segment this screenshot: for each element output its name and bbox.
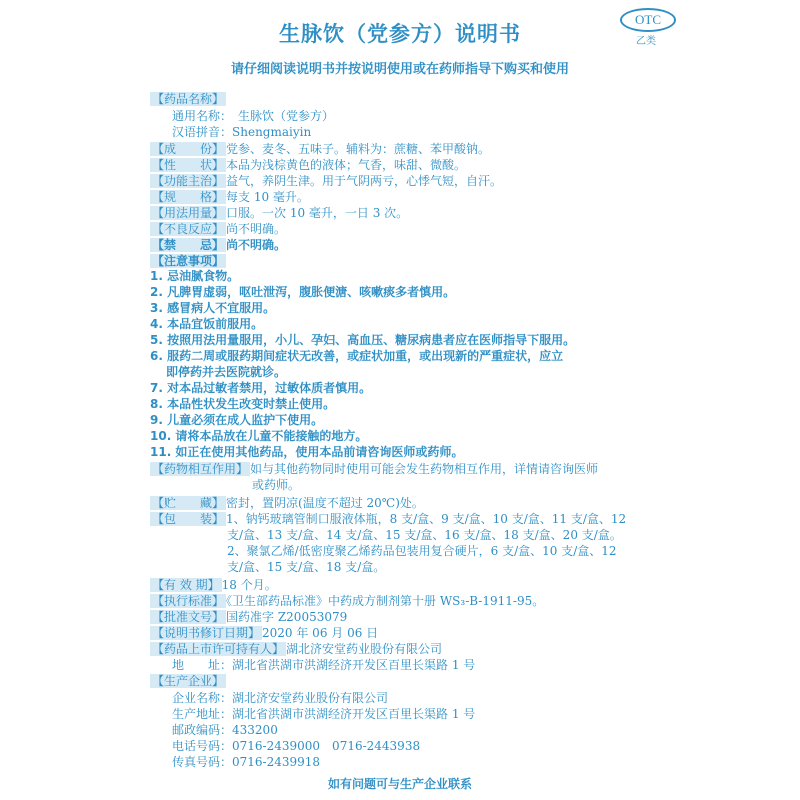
precaution-item-cont: 即停药并去医院就诊。 (166, 365, 287, 379)
mah-row: 【药品上市许可持有人】 湖北济安堂药业股份有限公司 (152, 642, 443, 656)
manufacturer-row-value: 433200 (232, 723, 278, 737)
manufacturer-row-key: 生产地址： (172, 707, 233, 721)
validity-row: 【有 效 期】 18 个月。 (152, 578, 277, 592)
manufacturer-row-key: 邮政编码： (172, 723, 233, 737)
drug-name-heading: 【药品名称】 (152, 92, 225, 106)
adverse-row: 【不良反应】 尚不明确。 (152, 222, 287, 236)
otc-logo: OTC (620, 8, 676, 32)
precaution-item: 6. 服药二周或服药期间症状无改善，或症状加重，或出现新的严重症状，应立 (150, 349, 564, 363)
interaction-row-cont: 或药师。 (252, 478, 301, 492)
precaution-item: 5. 按照用法用量服用，小儿、孕妇、高血压、糖尿病患者应在医师指导下服用。 (150, 333, 576, 347)
reading-notice: 请仔细阅读说明书并按说明使用或在药师指导下购买和使用 (230, 62, 569, 77)
footer-contact: 如有问题可与生产企业联系 (327, 777, 472, 791)
dosage-row: 【用法用量】 口服。一次 10 毫升，一日 3 次。 (152, 206, 409, 220)
revision-date-row: 【说明书修订日期】 2020 年 06 月 06 日 (152, 626, 379, 640)
packaging-line: 支/盒、13 支/盒、14 支/盒、15 支/盒、16 支/盒、18 支/盒、20 支/盒。 (227, 528, 622, 542)
manufacturer-row-value: 0716-2439918 (232, 755, 321, 769)
manufacturer-row-key: 企业名称： (172, 691, 233, 705)
ingredients-row: 【成 份】 党参、麦冬、五味子。辅料为：蔗糖、苯甲酸钠。 (152, 142, 491, 156)
indications-row: 【功能主治】 益气，养阴生津。用于气阴两亏，心悸气短，自汗。 (152, 174, 503, 188)
standard-row: 【执行标准】 《卫生部药品标准》中药成方制剂第十册 WS₃-B-1911-95。 (152, 594, 545, 608)
manufacturer-row-value: 0716-2439000 0716-2443938 (232, 739, 421, 753)
manufacturer-row-key: 传真号码： (172, 755, 233, 769)
interaction-row: 【药物相互作用】 如与其他药物同时使用可能会发生药物相互作用，详情请咨询医师 (152, 462, 599, 476)
packaging-line: 支/盒、15 支/盒、18 支/盒。 (227, 560, 386, 574)
packaging-row: 【包 装】 1、钠钙玻璃管制口服液体瓶，8 支/盒、9 支/盒、10 支/盒、11 支/盒、12 (152, 512, 627, 526)
precaution-item: 1. 忌油腻食物。 (150, 269, 240, 283)
precautions-heading: 【注意事项】 (152, 254, 225, 268)
manufacturer-row-key: 电话号码： (172, 739, 233, 753)
pinyin-row: 汉语拼音：Shengmaiyin (172, 125, 312, 139)
mah-address-row: 地 址：湖北省洪湖市洪湖经济开发区百里长渠路 1 号 (172, 658, 476, 672)
manufacturer-row (172, 722, 278, 738)
generic-name-row: 通用名称： 生脉饮（党参方） (172, 109, 335, 123)
document-title: 生脉饮（党参方）说明书 (279, 22, 521, 46)
storage-row: 【贮 藏】 密封，置阴凉(温度不超过 20℃)处。 (152, 496, 424, 510)
precaution-item: 10. 请将本品放在儿童不能接触的地方。 (150, 429, 368, 443)
otc-class-label: 乙类 (636, 36, 656, 47)
precaution-item: 4. 本品宜饭前服用。 (150, 317, 264, 331)
manufacturer-row (172, 690, 388, 706)
packaging-line: 2、聚氯乙烯/低密度聚乙烯药品包装用复合硬片，6 支/盒、10 支/盒、12 (227, 544, 617, 558)
precaution-item: 7. 对本品过敏者禁用，过敏体质者慎用。 (150, 381, 372, 395)
manufacturer-row (172, 706, 475, 722)
precaution-item: 3. 感冒病人不宜服用。 (150, 301, 276, 315)
manufacturer-heading: 【生产企业】 (152, 674, 225, 688)
precaution-item: 9. 儿童必须在成人监护下使用。 (150, 413, 324, 427)
precaution-item: 11. 如正在使用其他药品，使用本品前请咨询医师或药师。 (150, 445, 464, 459)
spec-row: 【规 格】 每支 10 毫升。 (152, 190, 309, 204)
manufacturer-row-value: 湖北省洪湖市洪湖经济开发区百里长渠路 1 号 (232, 707, 476, 721)
contraindications-row: 【禁 忌】 尚不明确。 (152, 238, 287, 252)
manufacturer-row (172, 754, 320, 770)
appearance-row: 【性 状】 本品为浅棕黄色的液体；气香，味甜、微酸。 (152, 158, 467, 172)
manufacturer-row (172, 738, 420, 754)
precaution-item: 8. 本品性状发生改变时禁止使用。 (150, 397, 336, 411)
precaution-item: 2. 凡脾胃虚弱，呕吐泄泻，腹胀便溏、咳嗽痰多者慎用。 (150, 285, 456, 299)
approval-row: 【批准文号】 国药准字 Z20053079 (152, 610, 348, 624)
manufacturer-row-value: 湖北济安堂药业股份有限公司 (232, 691, 389, 705)
